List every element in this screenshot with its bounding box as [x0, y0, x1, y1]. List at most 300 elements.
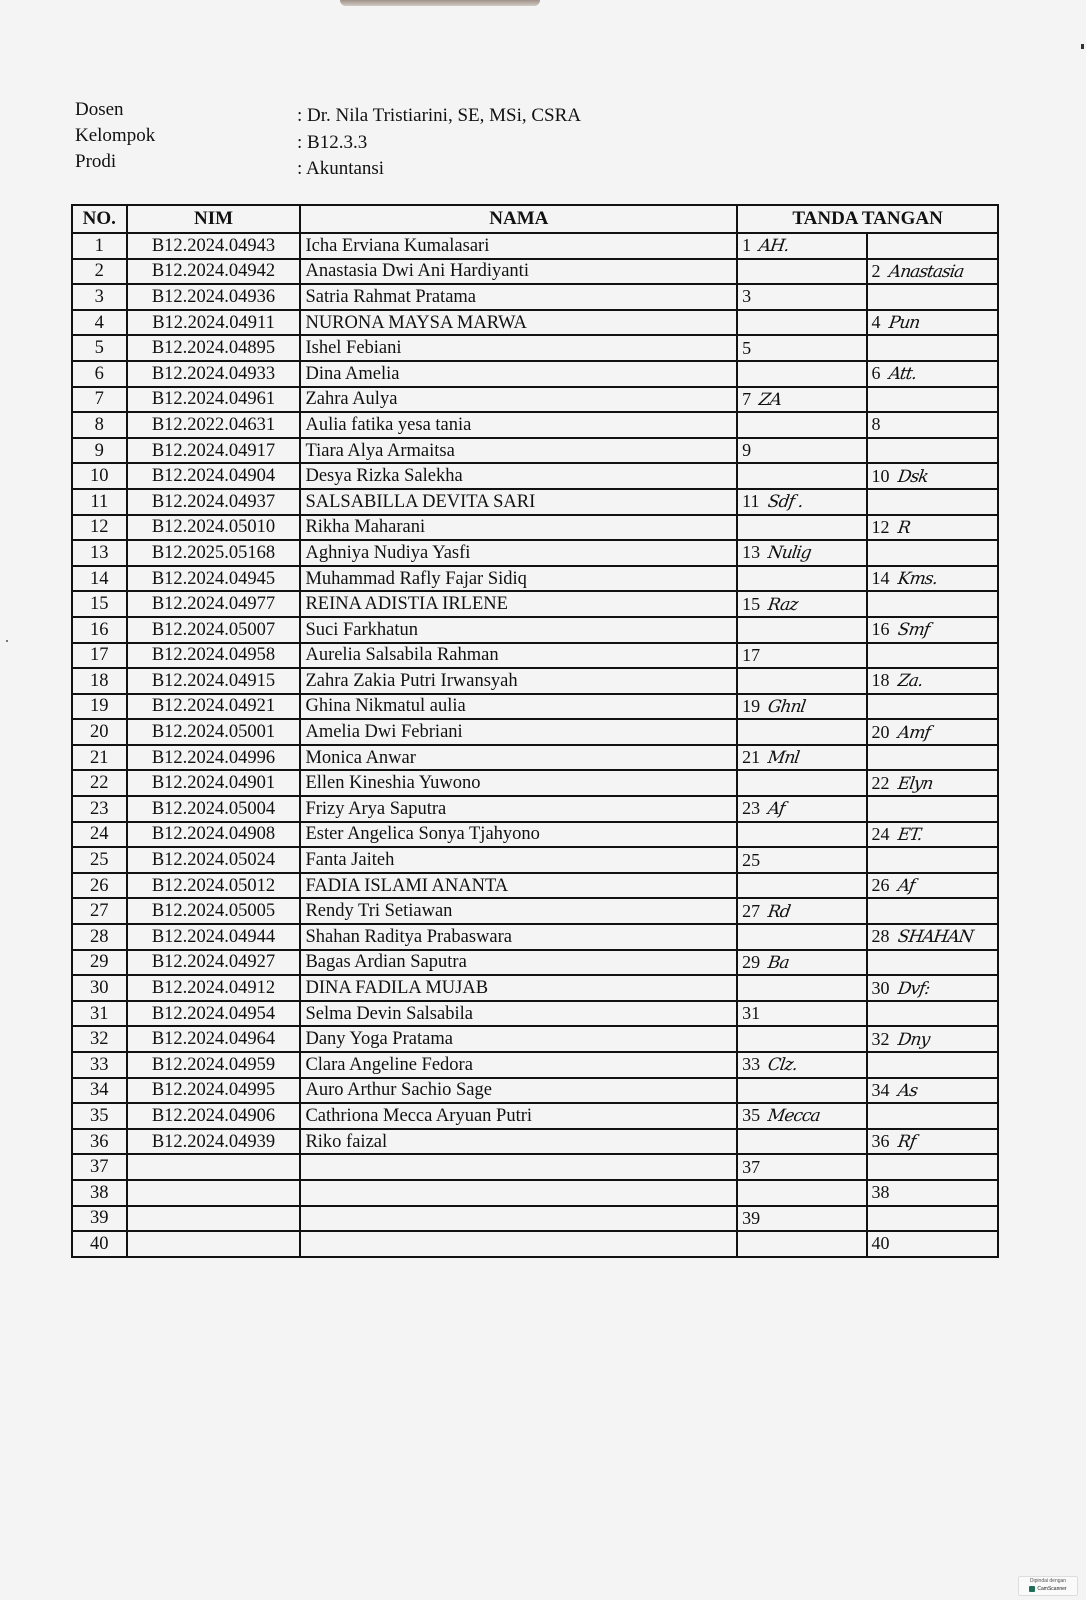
cell-signature-left [737, 1231, 866, 1257]
signature-number: 23 [742, 798, 761, 819]
cell-signature-right [867, 1052, 998, 1078]
info-row-dosen [75, 97, 582, 126]
cell-nim: B12.2024.04961 [127, 387, 301, 413]
cell-nama: Tiara Alya Armaitsa [300, 438, 737, 464]
table-row [72, 387, 998, 413]
cell-no: 25 [72, 847, 127, 873]
signature-number: 2 [871, 260, 881, 281]
cell-nim: B12.2024.04927 [127, 950, 301, 976]
cell-nim: B12.2022.04631 [127, 412, 301, 438]
cell-nim: B12.2024.04904 [127, 463, 301, 489]
cell-nim: B12.2024.04959 [127, 1052, 301, 1078]
handwritten-signature: SHAHAN [896, 927, 974, 948]
cell-no: 2 [72, 259, 127, 285]
cell-no: 29 [72, 950, 127, 976]
cell-signature-right [867, 1026, 998, 1052]
cell-nama: Selma Devin Salsabila [300, 1001, 737, 1027]
handwritten-signature: Rf [896, 1132, 917, 1153]
cell-signature-right [867, 1001, 998, 1027]
cell-signature-left [737, 540, 866, 566]
cell-nim: B12.2024.04942 [127, 259, 301, 285]
cell-nim: B12.2024.04958 [127, 643, 301, 669]
table-row [72, 847, 998, 873]
cell-nim: B12.2024.04977 [127, 591, 301, 617]
cell-nama: DINA FADILA MUJAB [300, 975, 737, 1001]
signature-number: 13 [742, 542, 761, 563]
cell-signature-left [737, 566, 866, 592]
cell-nim: B12.2024.05001 [127, 719, 301, 745]
cell-nim: B12.2024.04895 [127, 335, 301, 361]
cell-signature-right [867, 822, 998, 848]
signature-number: 15 [742, 593, 761, 614]
cell-nim: B12.2024.04906 [127, 1103, 301, 1129]
cell-no: 40 [72, 1231, 127, 1257]
cell-nim [127, 1231, 301, 1257]
cell-nama: Aghniya Nudiya Yasfi [300, 540, 737, 566]
cell-signature-right [867, 233, 998, 259]
cell-nim: B12.2024.04912 [127, 975, 301, 1001]
cell-nim: B12.2024.05005 [127, 898, 301, 924]
cell-signature-left [737, 233, 866, 259]
signature-number: 18 [871, 670, 890, 691]
cell-nim: B12.2024.04943 [127, 233, 301, 259]
cell-signature-left [737, 822, 866, 848]
cell-nama: Auro Arthur Sachio Sage [300, 1078, 737, 1104]
column-header-no: NO. [72, 205, 127, 233]
cell-nama [300, 1206, 737, 1232]
cell-signature-left [737, 412, 866, 438]
table-row [72, 1129, 998, 1155]
info-label: Prodi [75, 151, 117, 172]
cell-no: 13 [72, 540, 127, 566]
handwritten-signature: Rd [766, 901, 792, 922]
cell-no: 24 [72, 822, 127, 848]
cell-signature-left [737, 745, 866, 771]
watermark-caption: Dipindai dengan [1029, 1578, 1067, 1584]
handwritten-signature: Dsk [896, 466, 929, 487]
table-row [72, 643, 998, 669]
cell-signature-right [867, 745, 998, 771]
cell-no: 10 [72, 463, 127, 489]
attendance-table [71, 204, 999, 1258]
cell-nama [300, 1231, 737, 1257]
cell-nim: B12.2024.04937 [127, 489, 301, 515]
cell-nim: B12.2024.04917 [127, 438, 301, 464]
info-value: : Dr. Nila Tristiarini, SE, MSi, CSRA [297, 105, 582, 126]
signature-number: 39 [742, 1207, 761, 1228]
cell-nama: Clara Angeline Fedora [300, 1052, 737, 1078]
signature-number: 36 [871, 1131, 890, 1152]
cell-nim: B12.2024.04901 [127, 770, 301, 796]
signature-number: 35 [742, 1105, 761, 1126]
cell-signature-left [737, 617, 866, 643]
table-row [72, 259, 998, 285]
table-body [72, 233, 998, 1257]
signature-number: 20 [871, 721, 890, 742]
cell-nim [127, 1180, 301, 1206]
signature-number: 25 [742, 849, 761, 870]
handwritten-signature: Kms. [896, 569, 938, 590]
signature-number: 8 [871, 414, 881, 435]
table-row [72, 566, 998, 592]
cell-signature-right [867, 950, 998, 976]
cell-nama: FADIA ISLAMI ANANTA [300, 873, 737, 899]
cell-nama: Suci Farkhatun [300, 617, 737, 643]
cell-nim [127, 1206, 301, 1232]
column-header-nim: NIM [127, 205, 301, 233]
table-row [72, 617, 998, 643]
cell-signature-right [867, 387, 998, 413]
cell-signature-right [867, 438, 998, 464]
table-row [72, 515, 998, 541]
cell-nama: Ghina Nikmatul aulia [300, 694, 737, 720]
signature-number: 16 [871, 619, 890, 640]
cell-nim: B12.2024.04944 [127, 924, 301, 950]
cell-nama: Riko faizal [300, 1129, 737, 1155]
cell-nim: B12.2024.04964 [127, 1026, 301, 1052]
handwritten-signature: R [896, 517, 911, 538]
cell-signature-right [867, 566, 998, 592]
table-row [72, 233, 998, 259]
handwritten-signature: Mecca [766, 1106, 822, 1127]
handwritten-signature: AH. [757, 236, 791, 257]
cell-nim: B12.2024.04908 [127, 822, 301, 848]
cell-no: 34 [72, 1078, 127, 1104]
cell-nim: B12.2024.05010 [127, 515, 301, 541]
cell-signature-right [867, 796, 998, 822]
signature-number: 10 [871, 465, 890, 486]
cell-no: 23 [72, 796, 127, 822]
signature-number: 11 [742, 491, 760, 512]
handwritten-signature: Mnl [766, 748, 801, 769]
signature-number: 29 [742, 951, 761, 972]
signature-number: 4 [871, 312, 881, 333]
info-value: : B12.3.3 [297, 132, 368, 153]
cell-no: 1 [72, 233, 127, 259]
cell-signature-left [737, 1052, 866, 1078]
cell-nama: Rendy Tri Setiawan [300, 898, 737, 924]
cell-nama: Bagas Ardian Saputra [300, 950, 737, 976]
cell-signature-left [737, 1154, 866, 1180]
cell-nim [127, 1154, 301, 1180]
cell-nama: Ishel Febiani [300, 335, 737, 361]
signature-number: 40 [871, 1233, 890, 1254]
cell-no: 35 [72, 1103, 127, 1129]
cell-signature-left [737, 591, 866, 617]
camscanner-logo-icon [1029, 1586, 1035, 1592]
cell-signature-right [867, 259, 998, 285]
cell-nama: NURONA MAYSA MARWA [300, 310, 737, 336]
handwritten-signature: Ba [766, 952, 791, 973]
handwritten-signature: ET. [896, 824, 923, 845]
signature-number: 14 [871, 568, 890, 589]
handwritten-signature: Dny [896, 1029, 931, 1050]
table-row [72, 591, 998, 617]
cell-no: 26 [72, 873, 127, 899]
scan-top-shadow [340, 0, 540, 6]
cell-no: 36 [72, 1129, 127, 1155]
cell-signature-left [737, 770, 866, 796]
signature-number: 21 [742, 747, 761, 768]
cell-signature-right [867, 847, 998, 873]
cell-nama: Zahra Zakia Putri Irwansyah [300, 668, 737, 694]
cell-nim: B12.2024.05004 [127, 796, 301, 822]
cell-no: 31 [72, 1001, 127, 1027]
cell-nim: B12.2024.05024 [127, 847, 301, 873]
signature-number: 30 [871, 977, 890, 998]
table-row [72, 1103, 998, 1129]
column-header-signature: TANDA TANGAN [737, 205, 998, 233]
cell-nim: B12.2024.05007 [127, 617, 301, 643]
cell-no: 7 [72, 387, 127, 413]
cell-nim: B12.2024.04911 [127, 310, 301, 336]
signature-number: 1 [742, 235, 752, 256]
cell-signature-right [867, 719, 998, 745]
camscanner-watermark [1018, 1576, 1078, 1596]
cell-signature-right [867, 873, 998, 899]
cell-no: 17 [72, 643, 127, 669]
cell-signature-right [867, 898, 998, 924]
cell-signature-left [737, 335, 866, 361]
cell-signature-left [737, 489, 866, 515]
handwritten-signature: Smf [896, 620, 931, 641]
cell-signature-right [867, 335, 998, 361]
cell-signature-right [867, 1103, 998, 1129]
cell-signature-right [867, 463, 998, 489]
cell-nama: Dina Amelia [300, 361, 737, 387]
cell-no: 21 [72, 745, 127, 771]
cell-signature-right [867, 1129, 998, 1155]
cell-signature-left [737, 873, 866, 899]
cell-nama: Satria Rahmat Pratama [300, 284, 737, 310]
cell-signature-right [867, 1180, 998, 1206]
table-row [72, 335, 998, 361]
cell-signature-right [867, 284, 998, 310]
table-row [72, 540, 998, 566]
cell-signature-left [737, 1180, 866, 1206]
handwritten-signature: Sdf . [766, 492, 804, 513]
table-row [72, 284, 998, 310]
cell-no: 39 [72, 1206, 127, 1232]
table-row [72, 898, 998, 924]
cell-signature-right [867, 515, 998, 541]
cell-signature-left [737, 950, 866, 976]
signature-number: 24 [871, 823, 890, 844]
cell-signature-left [737, 1206, 866, 1232]
cell-no: 37 [72, 1154, 127, 1180]
cell-signature-left [737, 924, 866, 950]
cell-no: 14 [72, 566, 127, 592]
handwritten-signature: ZA [757, 389, 783, 410]
cell-signature-right [867, 694, 998, 720]
watermark-brand-name: CamScanner [1037, 1586, 1067, 1592]
table-row [72, 1231, 998, 1257]
cell-nama: SALSABILLA DEVITA SARI [300, 489, 737, 515]
info-row-kelompok [75, 123, 581, 153]
cell-nim: B12.2024.04954 [127, 1001, 301, 1027]
table-row [72, 463, 998, 489]
cell-signature-right [867, 617, 998, 643]
signature-number: 5 [742, 337, 752, 358]
table-row [72, 489, 998, 515]
cell-no: 5 [72, 335, 127, 361]
cell-signature-right [867, 310, 998, 336]
cell-nim: B12.2024.04915 [127, 668, 301, 694]
cell-signature-left [737, 847, 866, 873]
cell-signature-left [737, 284, 866, 310]
signature-number: 38 [871, 1182, 890, 1203]
cell-signature-right [867, 668, 998, 694]
cell-no: 33 [72, 1052, 127, 1078]
cell-no: 11 [72, 489, 127, 515]
cell-nama: Desya Rizka Salekha [300, 463, 737, 489]
table-row [72, 438, 998, 464]
cell-signature-left [737, 796, 866, 822]
table-row [72, 796, 998, 822]
table-row [72, 950, 998, 976]
cell-signature-left [737, 694, 866, 720]
handwritten-signature: Za. [896, 671, 924, 692]
signature-number: 6 [871, 363, 881, 384]
table-row [72, 1154, 998, 1180]
cell-nama [300, 1154, 737, 1180]
table-row [72, 1026, 998, 1052]
cell-nama [300, 1180, 737, 1206]
cell-no: 15 [72, 591, 127, 617]
handwritten-signature: Amf [896, 722, 931, 743]
table-row [72, 1206, 998, 1232]
cell-nim: B12.2024.04939 [127, 1129, 301, 1155]
table-row [72, 770, 998, 796]
signature-number: 9 [742, 440, 752, 461]
cell-nim: B12.2024.04921 [127, 694, 301, 720]
cell-nim: B12.2024.04945 [127, 566, 301, 592]
table-row [72, 694, 998, 720]
signature-number: 34 [871, 1079, 890, 1100]
cell-signature-left [737, 1129, 866, 1155]
cell-nama: Anastasia Dwi Ani Hardiyanti [300, 259, 737, 285]
cell-signature-right [867, 1206, 998, 1232]
cell-no: 32 [72, 1026, 127, 1052]
info-label: Dosen [75, 99, 124, 120]
cell-no: 6 [72, 361, 127, 387]
handwritten-signature: Anastasia [887, 261, 965, 282]
handwritten-signature: Nulig [766, 543, 813, 564]
handwritten-signature: Clz. [766, 1055, 799, 1076]
document-header [75, 97, 582, 179]
handwritten-signature: Dvf: [896, 978, 931, 999]
cell-nama: Icha Erviana Kumalasari [300, 233, 737, 259]
cell-nama: Fanta Jaiteh [300, 847, 737, 873]
signature-number: 28 [871, 926, 890, 947]
cell-nama: Frizy Arya Saputra [300, 796, 737, 822]
handwritten-signature: Att. [887, 364, 917, 385]
cell-signature-left [737, 1103, 866, 1129]
cell-nama: Aurelia Salsabila Rahman [300, 643, 737, 669]
cell-nim: B12.2024.05012 [127, 873, 301, 899]
signature-number: 26 [871, 875, 890, 896]
cell-nim: B12.2024.04933 [127, 361, 301, 387]
cell-no: 27 [72, 898, 127, 924]
handwritten-signature: Raz [766, 594, 799, 615]
table-row [72, 1078, 998, 1104]
cell-signature-right [867, 361, 998, 387]
cell-no: 19 [72, 694, 127, 720]
cell-signature-right [867, 770, 998, 796]
handwritten-signature: Af [766, 799, 786, 820]
cell-signature-right [867, 924, 998, 950]
table-row [72, 412, 998, 438]
signature-number: 22 [871, 772, 890, 793]
signature-number: 33 [742, 1054, 761, 1075]
cell-no: 22 [72, 770, 127, 796]
cell-signature-right [867, 540, 998, 566]
cell-signature-left [737, 1078, 866, 1104]
table-row [72, 873, 998, 899]
cell-signature-right [867, 1078, 998, 1104]
cell-no: 38 [72, 1180, 127, 1206]
column-header-nama: NAMA [300, 205, 737, 233]
cell-no: 9 [72, 438, 127, 464]
cell-no: 8 [72, 412, 127, 438]
cell-signature-right [867, 489, 998, 515]
cell-signature-left [737, 719, 866, 745]
cell-signature-left [737, 1001, 866, 1027]
signature-number: 3 [742, 286, 752, 307]
scan-stray-mark [6, 640, 8, 642]
signature-number: 31 [742, 1003, 761, 1024]
cell-no: 3 [72, 284, 127, 310]
cell-nama: Cathriona Mecca Aryuan Putri [300, 1103, 737, 1129]
table-row [72, 745, 998, 771]
cell-nama: Muhammad Rafly Fajar Sidiq [300, 566, 737, 592]
info-value: : Akuntansi [297, 158, 385, 179]
signature-number: 12 [871, 516, 890, 537]
cell-signature-left [737, 668, 866, 694]
table-row [72, 924, 998, 950]
info-label: Kelompok [75, 125, 156, 146]
cell-no: 28 [72, 924, 127, 950]
cell-nama: Shahan Raditya Prabaswara [300, 924, 737, 950]
table-row [72, 975, 998, 1001]
cell-signature-right [867, 1154, 998, 1180]
cell-signature-left [737, 361, 866, 387]
cell-nama: Ellen Kineshia Yuwono [300, 770, 737, 796]
cell-signature-left [737, 387, 866, 413]
cell-nim: B12.2025.05168 [127, 540, 301, 566]
table-row [72, 719, 998, 745]
cell-nim: B12.2024.04995 [127, 1078, 301, 1104]
cell-nama: Ester Angelica Sonya Tjahyono [300, 822, 737, 848]
signature-number: 7 [742, 388, 752, 409]
cell-signature-left [737, 259, 866, 285]
cell-no: 20 [72, 719, 127, 745]
scan-edge-mark [1081, 44, 1084, 49]
cell-signature-left [737, 310, 866, 336]
cell-nama: Rikha Maharani [300, 515, 737, 541]
handwritten-signature: As [896, 1080, 918, 1101]
cell-nama: REINA ADISTIA IRLENE [300, 591, 737, 617]
table-row [72, 1052, 998, 1078]
cell-nama: Zahra Aulya [300, 387, 737, 413]
table-header-row [72, 205, 998, 233]
cell-no: 16 [72, 617, 127, 643]
cell-signature-right [867, 1231, 998, 1257]
handwritten-signature: Pun [887, 313, 921, 334]
cell-nama: Dany Yoga Pratama [300, 1026, 737, 1052]
cell-signature-left [737, 438, 866, 464]
cell-no: 4 [72, 310, 127, 336]
